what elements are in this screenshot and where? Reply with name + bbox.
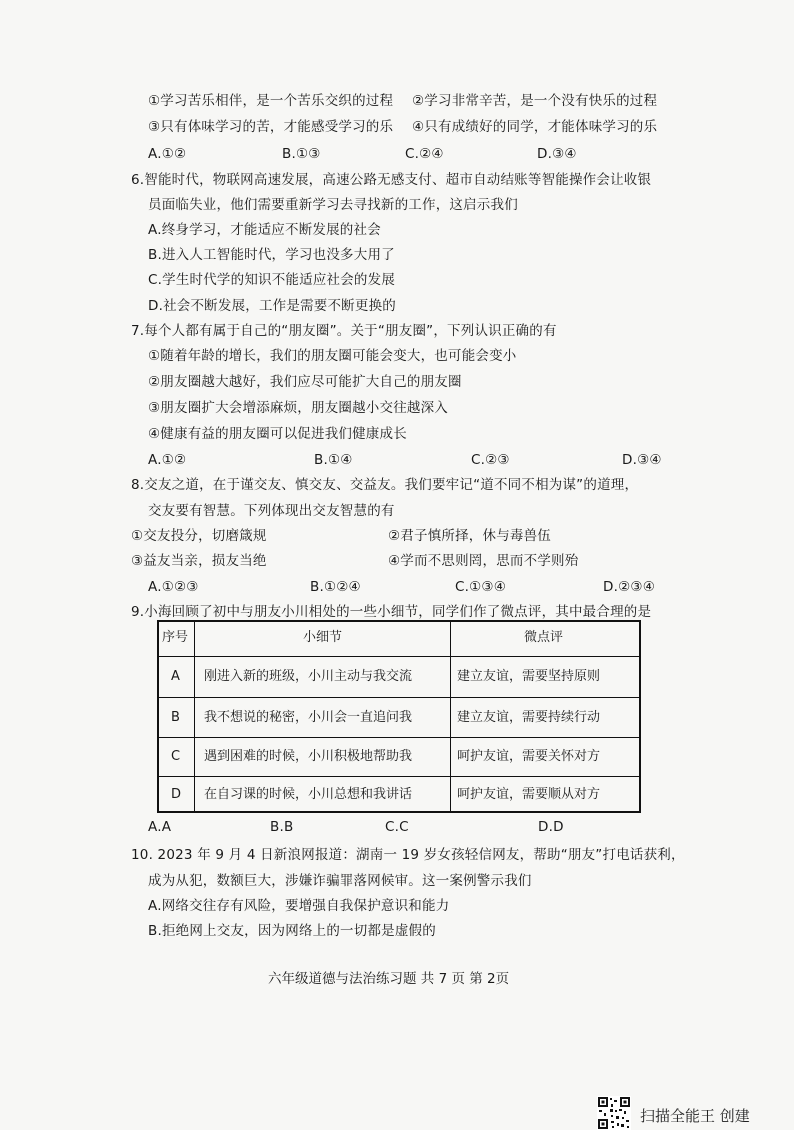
q8-stem-line1: 8.交友之道，在于谨交友、慎交友、交益友。我们要牢记“道不同不相为谋”的道理， <box>131 477 639 493</box>
q9-choice-c: C.C <box>385 819 409 835</box>
scanner-watermark: 扫描全能王 创建 <box>640 1107 750 1125</box>
q7-choice-c: C.②③ <box>471 452 510 468</box>
qr-code-icon <box>597 1096 631 1130</box>
q8-statement-1: ①交友投分，切磨箴规 <box>131 528 267 544</box>
q7-choice-d: D.③④ <box>622 452 662 468</box>
q7-stem: 7.每个人都有属于自己的“朋友圈”。关于“朋友圈”，下列认识正确的有 <box>131 323 557 339</box>
table-header-detail: 小细节 <box>303 630 343 645</box>
q5-choice-d: D.③④ <box>537 146 577 162</box>
q5-option-1: ①学习苦乐相伴，是一个苦乐交织的过程 <box>148 93 394 109</box>
q8-choice-d: D.②③④ <box>603 579 655 595</box>
q7-choice-a: A.①② <box>148 452 187 468</box>
q6-option-a: A.终身学习，才能适应不断发展的社会 <box>148 222 381 238</box>
q5-option-4: ④只有成绩好的同学，才能体味学习的乐 <box>412 119 658 135</box>
page-footer: 六年级道德与法治练习题 共 7 页 第 2页 <box>268 971 510 987</box>
table-row-a-index: A <box>171 669 180 684</box>
table-row-a-detail: 刚进入新的班级，小川主动与我交流 <box>204 669 413 684</box>
q6-stem-line1: 6.智能时代，物联网高速发展，高速公路无感支付、超市自动结账等智能操作会让收银 <box>131 172 652 188</box>
q6-option-d: D.社会不断发展，工作是需要不断更换的 <box>148 298 396 314</box>
q5-choice-c: C.②④ <box>405 146 444 162</box>
q7-statement-1: ①随着年龄的增长，我们的朋友圈可能会变大，也可能会变小 <box>148 348 517 364</box>
q7-statement-2: ②朋友圈越大越好，我们应尽可能扩大自己的朋友圈 <box>148 374 462 390</box>
q8-stem-line2: 交友要有智慧。下列体现出交友智慧的有 <box>148 503 395 519</box>
table-row-b-detail: 我不想说的秘密，小川会一直追问我 <box>204 710 413 725</box>
table-row-d-detail: 在自习课的时候，小川总想和我讲话 <box>204 787 413 802</box>
q8-choice-b: B.①②④ <box>310 579 361 595</box>
table-row-a-comment: 建立友谊，需要坚持原则 <box>457 669 601 684</box>
table-row-d-index: D <box>171 787 182 802</box>
q9-choice-a: A.A <box>148 819 172 835</box>
q8-statement-3: ③益友当亲，损友当绝 <box>131 553 267 569</box>
q9-choice-b: B.B <box>270 819 294 835</box>
table-row-c-detail: 遇到困难的时候，小川积极地帮助我 <box>204 749 413 764</box>
table-row-d-comment: 呵护友谊，需要顺从对方 <box>457 787 601 802</box>
q6-stem-line2: 员面临失业，他们需要重新学习去寻找新的工作，这启示我们 <box>148 197 518 213</box>
q9-table <box>157 620 641 812</box>
q6-option-c: C.学生时代学的知识不能适应社会的发展 <box>148 272 396 288</box>
table-row-c-index: C <box>171 749 181 764</box>
q8-choice-c: C.①③④ <box>455 579 507 595</box>
table-row-b-comment: 建立友谊，需要持续行动 <box>457 710 601 725</box>
q7-statement-3: ③朋友圈扩大会增添麻烦，朋友圈越小交往越深入 <box>148 400 449 416</box>
q8-statement-2: ②君子慎所择，休与毒兽伍 <box>388 528 552 544</box>
table-header-index: 序号 <box>162 630 189 645</box>
q7-choice-b: B.①④ <box>314 452 353 468</box>
q9-choice-d: D.D <box>538 819 564 835</box>
q6-option-b: B.进入人工智能时代，学习也没多大用了 <box>148 247 395 263</box>
table-row-b-index: B <box>171 710 180 725</box>
q10-stem-line2: 成为从犯，数额巨大，涉嫌诈骗罪落网候审。这一案例警示我们 <box>148 873 532 889</box>
q9-stem: 9.小海回顾了初中与朋友小川相处的一些小细节，同学们作了微点评，其中最合理的是 <box>131 604 652 620</box>
q7-statement-4: ④健康有益的朋友圈可以促进我们健康成长 <box>148 426 407 442</box>
q8-choice-a: A.①②③ <box>148 579 199 595</box>
q5-choice-a: A.①② <box>148 146 187 162</box>
q5-option-3: ③只有体味学习的苦，才能感受学习的乐 <box>148 119 394 135</box>
q8-statement-4: ④学而不思则罔，思而不学则殆 <box>388 553 579 569</box>
q10-option-b: B.拒绝网上交友，因为网络上的一切都是虚假的 <box>148 923 436 939</box>
table-row-c-comment: 呵护友谊，需要关怀对方 <box>457 749 601 764</box>
table-header-comment: 微点评 <box>524 630 564 645</box>
q10-stem-line1: 10. 2023 年 9 月 4 日新浪网报道：湖南一 19 岁女孩轻信网友，帮助“朋友”打电话获利， <box>131 847 685 863</box>
q10-option-a: A.网络交往存有风险，要增强自我保护意识和能力 <box>148 898 450 914</box>
q5-choice-b: B.①③ <box>282 146 321 162</box>
q5-option-2: ②学习非常辛苦，是一个没有快乐的过程 <box>412 93 658 109</box>
